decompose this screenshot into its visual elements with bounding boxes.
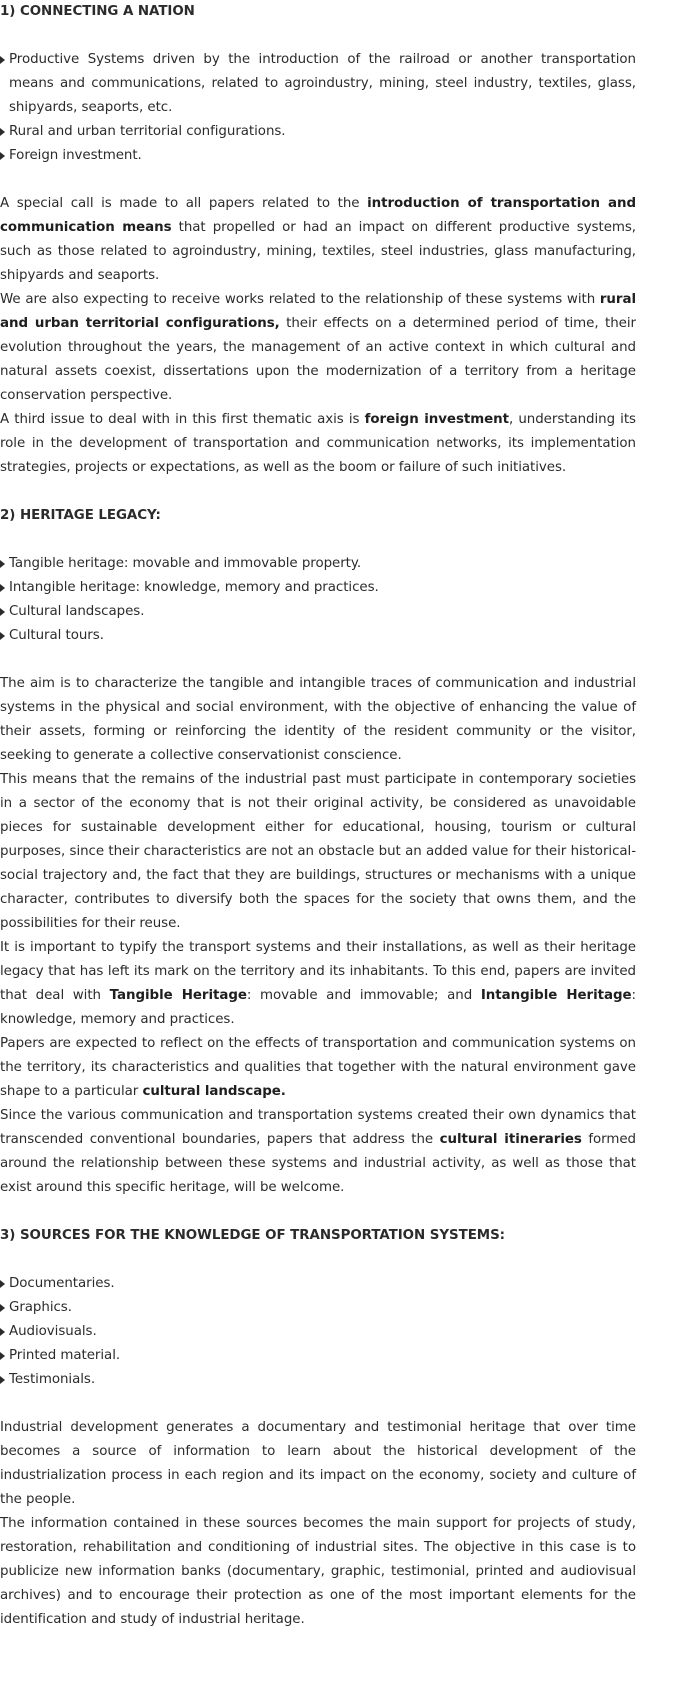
bullet-list-sources	[0, 1272, 636, 1392]
list-item: Productive Systems driven by the introduction of the railroad or another transportation means and communications, related to agroindustry, mining, steel industry, textiles, glass, shipyards, seaports, etc.	[0, 48, 636, 120]
paragraph: This means that the remains of the industrial past must participate in contemporary societies in a sector of the economy that is not their original activity, be considered as unavoidable pieces for sustainable development either for educational, housing, tourism or cultural purposes, since their characteristics are not an obstacle but an added value for their historical-social trajectory and, the fact that they are buildings, structures or mechanisms with a unique character, contributes to diversify both the spaces for the society that owns them, and the possibilities for their reuse.	[0, 772, 636, 931]
triangle-bullet-icon	[0, 560, 5, 568]
list-item: Foreign investment.	[0, 144, 636, 168]
paragraph: Papers are expected to reflect on the effects of transportation and communication systems on the territory, its characteristics and qualities that together with the natural environment gave shape to a particular cultural landscape.	[0, 1036, 636, 1099]
triangle-bullet-icon	[0, 1280, 5, 1288]
list-item: Documentaries.	[0, 1272, 636, 1296]
list-item: Intangible heritage: knowledge, memory and practices.	[0, 576, 636, 600]
paragraph: A special call is made to all papers related to the introduction of transportation and communication means that propelled or had an impact on different productive systems, such as those related to agroindustry, mining, textiles, steel industries, glass manufacturing, shipyards and seaports.	[0, 196, 637, 283]
paragraph: Since the various communication and transportation systems created their own dynamics that transcended conventional boundaries, papers that address the cultural itineraries formed around the relationship between these systems and industrial activity, as well as those that exist around this specific heritage, will be welcome.	[0, 1108, 636, 1195]
paragraph: The information contained in these sources becomes the main support for projects of study, restoration, rehabilitation and conditioning of industrial sites. The objective in this case is to publicize new information banks (documentary, graphic, testimonial, printed and audiovisual archives) and to encourage their protection as one of the most important elements for the identification and study of industrial heritage.	[0, 1516, 636, 1627]
list-item: Testimonials.	[0, 1368, 636, 1392]
paragraph: The aim is to characterize the tangible and intangible traces of communication and industrial systems in the physical and social environment, with the objective of enhancing the value of their assets, forming or reinforcing the identity of the resident community or the visitor, seeking to generate a collective conservationist conscience.	[0, 676, 636, 763]
triangle-bullet-icon	[0, 632, 5, 640]
list-item: Tangible heritage: movable and immovable property.	[0, 552, 636, 576]
bullet-list-heritage-legacy	[0, 552, 636, 648]
section-heading-heritage-legacy: 2) HERITAGE LEGACY:	[0, 508, 161, 523]
triangle-bullet-icon	[0, 1328, 5, 1336]
list-item: Graphics.	[0, 1296, 636, 1320]
section-heading-sources: 3) SOURCES FOR THE KNOWLEDGE OF TRANSPORTATION SYSTEMS:	[0, 1228, 505, 1243]
list-item: Audiovisuals.	[0, 1320, 636, 1344]
list-item: Cultural landscapes.	[0, 600, 636, 624]
section-heading-connecting-a-nation: 1) CONNECTING A NATION	[0, 4, 195, 19]
paragraph: We are also expecting to receive works related to the relationship of these systems with rural and urban territorial configurations, their effects on a determined period of time, their evolution throughout the years, the management of an active context in which cultural and natural assets coexist, dissertations upon the modernization of a territory from a heritage conservation perspective.	[0, 292, 636, 403]
list-item: Printed material.	[0, 1344, 636, 1368]
paragraph: Industrial development generates a documentary and testimonial heritage that over time becomes a source of information to learn about the historical development of the industrialization process in each region and its impact on the economy, society and culture of the people.	[0, 1420, 636, 1507]
triangle-bullet-icon	[0, 1304, 5, 1312]
paragraph: It is important to typify the transport systems and their installations, as well as their heritage legacy that has left its mark on the territory and its inhabitants. To this end, papers are invited that deal with Tangible Heritage: movable and immovable; and Intangible Heritage: knowledge, memory and practices.	[0, 940, 636, 1027]
triangle-bullet-icon	[0, 1352, 5, 1360]
triangle-bullet-icon	[0, 152, 5, 160]
bullet-list-connecting-a-nation	[0, 48, 636, 168]
triangle-bullet-icon	[0, 56, 5, 64]
paragraph: A third issue to deal with in this first thematic axis is foreign investment, understanding its role in the development of transportation and communication networks, its implementation strategies, projects or expectations, as well as the boom or failure of such initiatives.	[0, 412, 636, 475]
triangle-bullet-icon	[0, 608, 5, 616]
list-item: Cultural tours.	[0, 624, 636, 648]
triangle-bullet-icon	[0, 1376, 5, 1384]
triangle-bullet-icon	[0, 128, 5, 136]
triangle-bullet-icon	[0, 584, 5, 592]
list-item: Rural and urban territorial configurations.	[0, 120, 636, 144]
